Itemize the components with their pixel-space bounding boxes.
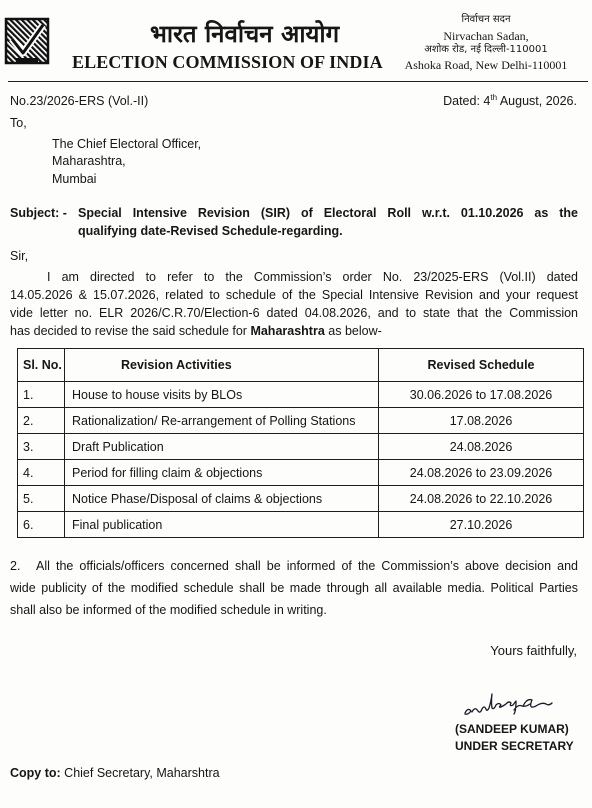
address-hindi-line-2: अशोक रोड, नई दिल्ली-110001: [424, 44, 548, 55]
header-revised-schedule: Revised Schedule: [379, 349, 584, 382]
cell-sl-no: 2.: [18, 408, 65, 434]
cell-sl-no: 4.: [18, 460, 65, 486]
paragraph-2-line: shall also be informed of the modified schedule in writing.: [10, 603, 327, 617]
table-row: [18, 512, 584, 538]
paragraph-1-text: as below-: [328, 324, 382, 338]
subject-label: Subject: -: [10, 206, 67, 220]
cell-sl-no: 1.: [18, 382, 65, 408]
schedule-table: [17, 348, 584, 538]
addressee-line: Mumbai: [52, 172, 97, 186]
header-divider: [8, 81, 588, 82]
cell-schedule: 30.06.2026 to 17.08.2026: [379, 382, 584, 408]
table-row: [18, 460, 584, 486]
closing: Yours faithfully,: [490, 643, 577, 658]
cell-activity: House to house visits by BLOs: [65, 382, 379, 408]
reference-number: No.23/2026-ERS (Vol.-II): [10, 94, 149, 108]
state-name-emphasis: Maharashtra: [250, 324, 325, 338]
cell-activity: Period for filling claim & objections: [65, 460, 379, 486]
subject-line-1: Special Intensive Revision (SIR) of Electoral Roll w.r.t. 01.10.2026 as the: [78, 206, 578, 220]
paragraph-1-line: I am directed to refer to the Commission’s order No. 23/2025-ERS (Vol.II) dated: [47, 270, 578, 284]
subject-line-2: qualifying date-Revised Schedule-regarding.: [78, 224, 343, 238]
cell-schedule: 17.08.2026: [379, 408, 584, 434]
date-ordinal: th: [490, 92, 498, 102]
table-header-row: [18, 349, 584, 382]
addressee-line: The Chief Electoral Officer,: [52, 137, 202, 151]
header-sl-no: Sl. No.: [18, 349, 65, 382]
cell-activity: Rationalization/ Re-arrangement of Polling Stations: [65, 408, 379, 434]
cell-schedule: 27.10.2026: [379, 512, 584, 538]
addressee-line: Maharashtra,: [52, 154, 126, 168]
paragraph-1-line: vide letter no. ELR 2026/C.R.70/Election-6 dated 04.08.2026, and to state that the Commission: [10, 306, 578, 320]
copy-to: [10, 765, 220, 781]
address-english-line-2: Ashoka Road, New Delhi-110001: [404, 58, 568, 72]
eci-logo: [2, 13, 52, 71]
cell-activity: Notice Phase/Disposal of claims & objections: [65, 486, 379, 512]
cell-schedule: 24.08.2026: [379, 434, 584, 460]
table-row: [18, 486, 584, 512]
letterhead-title-hindi: भारत निर्वाचन आयोग: [150, 20, 340, 48]
copy-to-recipient: Chief Secretary, Maharshtra: [64, 766, 220, 780]
date-suffix: August, 2026.: [499, 94, 577, 108]
cell-activity: Draft Publication: [65, 434, 379, 460]
table-row: [18, 434, 584, 460]
copy-to-label: Copy to:: [10, 766, 61, 780]
cell-activity: Final publication: [65, 512, 379, 538]
signatory-name: (SANDEEP KUMAR): [455, 722, 569, 736]
signatory-designation: UNDER SECRETARY: [455, 739, 574, 753]
paragraph-1-line: [10, 323, 382, 339]
cell-schedule: 24.08.2026 to 22.10.2026: [379, 486, 584, 512]
greeting: Sir,: [10, 249, 29, 263]
cell-sl-no: 6.: [18, 512, 65, 538]
paragraph-2-number: 2.: [10, 559, 21, 573]
signature: [462, 692, 554, 722]
paragraph-1-text: has decided to revise the said schedule for: [10, 324, 247, 338]
address-english-line-1: Nirvachan Sadan,: [443, 29, 529, 43]
letter-date: [443, 93, 577, 109]
table-row: [18, 382, 584, 408]
paragraph-2-line: All the officials/officers concerned shall be informed of the Commission’s above decision and: [36, 559, 578, 573]
letterhead-title-english: ELECTION COMMISSION OF INDIA: [72, 52, 383, 72]
header-revision-activities: Revision Activities: [65, 349, 379, 382]
addressee-to: To,: [10, 116, 27, 130]
cell-schedule: 24.08.2026 to 23.09.2026: [379, 460, 584, 486]
cell-sl-no: 5.: [18, 486, 65, 512]
paragraph-2-line: wide publicity of the modified schedule shall be made through all available media. Political Parties: [10, 581, 578, 595]
date-prefix: Dated: 4: [443, 94, 491, 108]
paragraph-1-line: 14.05.2026 & 15.07.2026, related to schedule of the Special Intensive Revision and your request: [10, 288, 578, 302]
address-hindi-line-1: निर्वाचन सदन: [461, 14, 511, 25]
table-row: [18, 408, 584, 434]
cell-sl-no: 3.: [18, 434, 65, 460]
